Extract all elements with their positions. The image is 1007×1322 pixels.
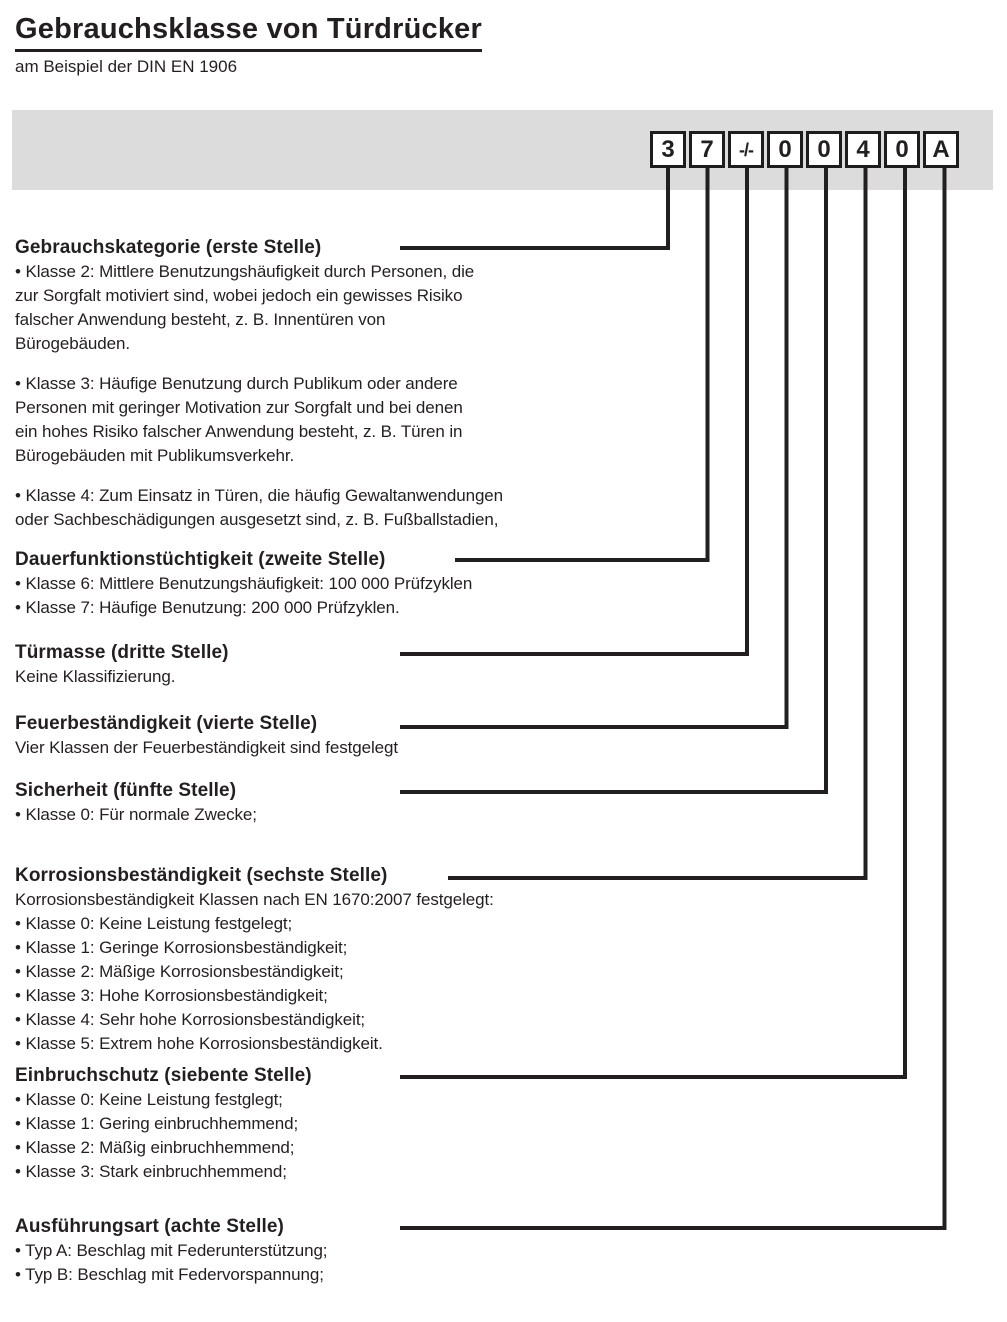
text-line: • Klasse 0: Keine Leistung festglegt;	[15, 1090, 283, 1109]
code-box-8: A	[923, 131, 959, 168]
text-line: • Klasse 4: Sehr hohe Korrosionsbeständigkeit;	[15, 1010, 366, 1029]
section-4-heading: Feuerbeständigkeit (vierte Stelle)	[15, 713, 318, 734]
text-line: • Klasse 2: Mittlere Benutzungshäufigkeit durch Personen, die	[15, 262, 475, 281]
code-box-4: 0	[767, 131, 803, 168]
text-line: • Klasse 1: Gering einbruchhemmend;	[15, 1114, 299, 1133]
text-line: • Klasse 6: Mittlere Benutzungshäufigkeit: 100 000 Prüfzyklen	[15, 574, 473, 593]
section-5	[15, 779, 635, 827]
text-line: Bürogebäuden.	[15, 334, 130, 353]
section-3-heading: Türmasse (dritte Stelle)	[15, 642, 229, 663]
text-line: Personen mit geringer Motivation zur Sorgfalt und bei denen	[15, 398, 463, 417]
text-line: • Klasse 1: Geringe Korrosionsbeständigkeit;	[15, 938, 348, 957]
section-6	[15, 864, 635, 1056]
text-line: • Klasse 3: Stark einbruchhemmend;	[15, 1162, 287, 1181]
text-line: • Klasse 0: Keine Leistung festgelegt;	[15, 914, 293, 933]
page-title: Gebrauchsklasse von Türdrücker	[15, 12, 482, 52]
section-8-heading: Ausführungsart (achte Stelle)	[15, 1216, 284, 1237]
section-1-paragraph-2	[15, 372, 635, 468]
text-line: Bürogebäuden mit Publikumsverkehr.	[15, 446, 295, 465]
section-8	[15, 1215, 635, 1287]
section-2-heading: Dauerfunktionstüchtigkeit (zweite Stelle)	[15, 549, 386, 570]
text-line: Keine Klassifizierung.	[15, 667, 176, 686]
section-7-heading: Einbruchschutz (siebente Stelle)	[15, 1065, 312, 1086]
classification-code	[650, 131, 959, 168]
text-line: falscher Anwendung besteht, z. B. Innentüren von	[15, 310, 386, 329]
text-line: oder Sachbeschädigungen ausgesetzt sind, z. B. Fußballstadien,	[15, 510, 499, 529]
code-box-2: 7	[689, 131, 725, 168]
code-box-1: 3	[650, 131, 686, 168]
code-box-5: 0	[806, 131, 842, 168]
code-box-3: -/-	[728, 131, 764, 168]
section-1-paragraph-1	[15, 260, 635, 356]
section-2-paragraph-1	[15, 572, 635, 620]
section-6-paragraph-1	[15, 888, 635, 1056]
text-line: • Klasse 3: Häufige Benutzung durch Publikum oder andere	[15, 374, 458, 393]
section-3	[15, 641, 635, 689]
page-subtitle: am Beispiel der DIN EN 1906	[15, 57, 238, 76]
text-line: zur Sorgfalt motiviert sind, wobei jedoch ein gewisses Risiko	[15, 286, 463, 305]
section-7-paragraph-1	[15, 1088, 635, 1184]
section-5-heading: Sicherheit (fünfte Stelle)	[15, 780, 237, 801]
section-1	[15, 236, 635, 532]
section-4-paragraph-1	[15, 736, 635, 760]
text-line: • Klasse 2: Mäßige Korrosionsbeständigkeit;	[15, 962, 344, 981]
document-header	[15, 12, 482, 78]
text-line: • Klasse 4: Zum Einsatz in Türen, die häufig Gewaltanwendungen	[15, 486, 504, 505]
text-line: • Klasse 5: Extrem hohe Korrosionsbeständigkeit.	[15, 1034, 383, 1053]
text-line: • Klasse 0: Für normale Zwecke;	[15, 805, 257, 824]
code-box-6: 4	[845, 131, 881, 168]
section-1-heading: Gebrauchskategorie (erste Stelle)	[15, 237, 322, 258]
text-line: Korrosionsbeständigkeit Klassen nach EN 1670:2007 festgelegt:	[15, 890, 494, 909]
text-line: • Typ A: Beschlag mit Federunterstützung;	[15, 1241, 328, 1260]
section-1-paragraph-3	[15, 484, 635, 532]
text-line: • Typ B: Beschlag mit Federvorspannung;	[15, 1265, 324, 1284]
section-3-paragraph-1	[15, 665, 635, 689]
text-line: Vier Klassen der Feuerbeständigkeit sind festgelegt	[15, 738, 398, 757]
text-line: ein hohes Risiko falscher Anwendung besteht, z. B. Türen in	[15, 422, 463, 441]
text-line: • Klasse 2: Mäßig einbruchhemmend;	[15, 1138, 295, 1157]
section-7	[15, 1064, 635, 1184]
code-box-7: 0	[884, 131, 920, 168]
text-line: • Klasse 7: Häufige Benutzung: 200 000 Prüfzyklen.	[15, 598, 400, 617]
text-line: • Klasse 3: Hohe Korrosionsbeständigkeit;	[15, 986, 328, 1005]
section-6-heading: Korrosionsbeständigkeit (sechste Stelle)	[15, 865, 388, 886]
section-5-paragraph-1	[15, 803, 635, 827]
section-8-paragraph-1	[15, 1239, 635, 1287]
section-4	[15, 712, 635, 760]
section-2	[15, 548, 635, 620]
